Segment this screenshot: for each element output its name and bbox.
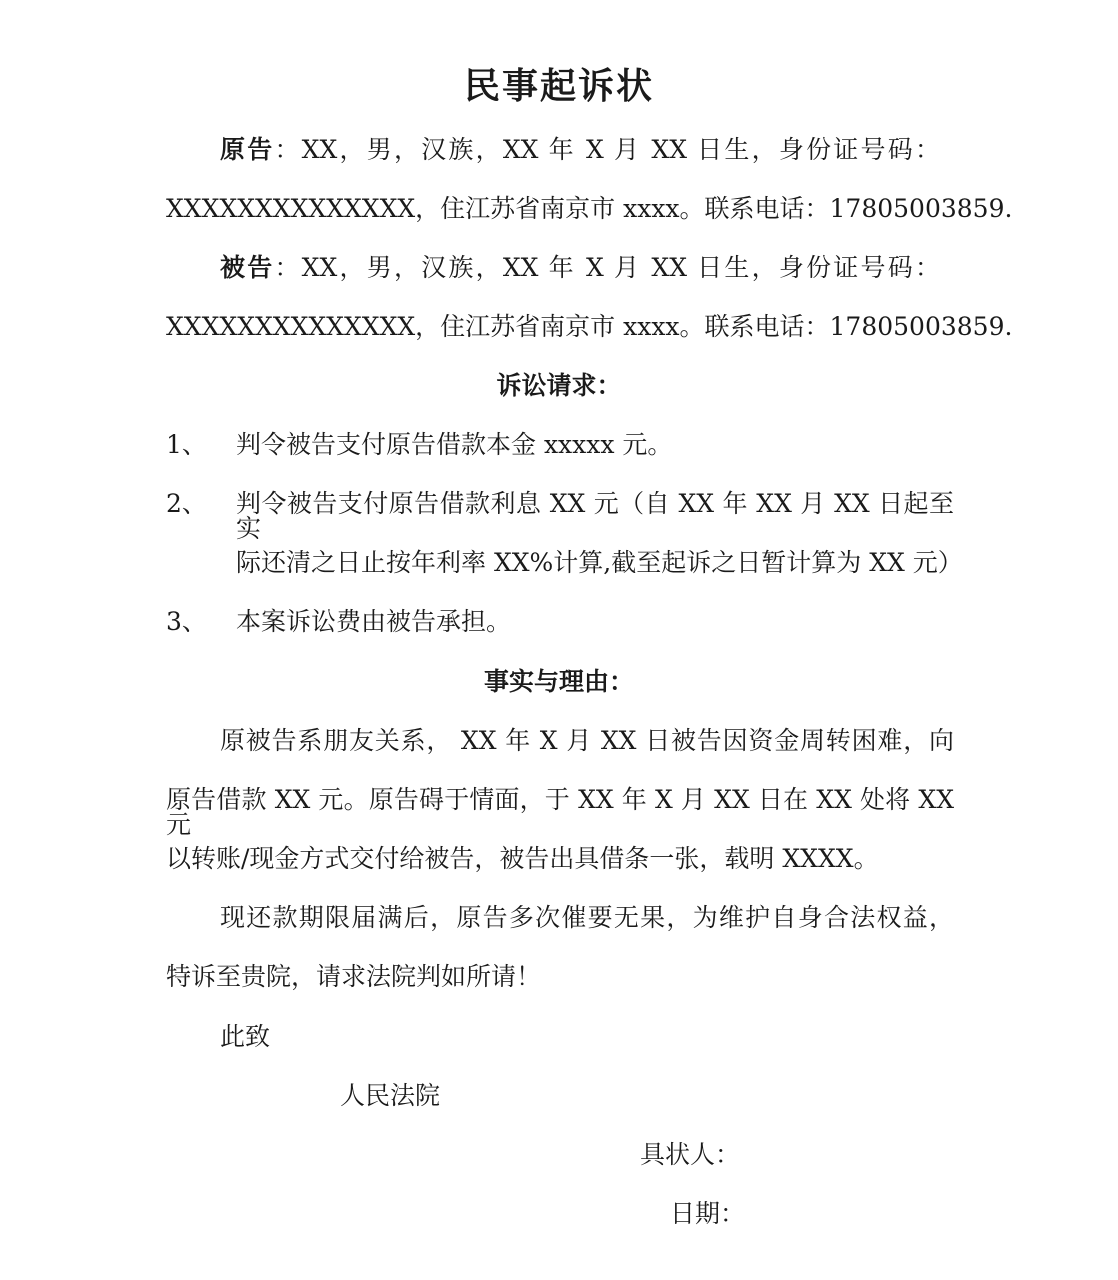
defendant-line-1 [220,255,940,280]
facts-para2-line-1: 现还款期限届满后，原告多次催要无果，为维护自身合法权益， [220,903,954,932]
claims-heading: 诉讼请求： [496,371,622,400]
plaintiff-info: ：XX，男，汉族，XX 年 X 月 XX 日生，身份证号码： [274,135,940,164]
claim-number-1: 1、 [166,430,207,459]
document-title: 民事起诉状 [463,65,654,107]
facts-heading: 事实与理由： [483,667,634,696]
date-label: 日期： [670,1199,746,1228]
facts-para1-line-1: 原被告系朋友关系， XX 年 X 月 XX 日被告因资金周转困难，向 [220,726,954,755]
claim-item-1: 判令被告支付原告借款本金 xxxxx 元。 [236,430,673,459]
salutation: 此致 [220,1022,271,1051]
defendant-info: ：XX，男，汉族，XX 年 X 月 XX 日生，身份证号码： [274,253,940,282]
court-name: 人民法院 [340,1081,441,1110]
plaintiff-line-1 [220,137,940,162]
facts-para1-line-3: 以转账/现金方式交付给被告，被告出具借条一张，载明 XXXX。 [166,844,879,873]
signer-label: 具状人： [640,1140,741,1169]
claim-item-2-line-1: 判令被告支付原告借款利息 XX 元（自 XX 年 XX 月 XX 日起至实 [236,489,954,543]
facts-para1-line-2: 原告借款 XX 元。原告碍于情面，于 XX 年 X 月 XX 日在 XX 处将 XX 元 [166,785,954,839]
claim-item-3: 本案诉讼费由被告承担。 [236,607,512,636]
claim-number-2: 2、 [166,489,207,518]
defendant-label: 被告 [220,253,275,282]
claim-item-2-line-2: 际还清之日止按年利率 XX%计算,截至起诉之日暂计算为 XX 元） [236,548,963,577]
plaintiff-line-2: XXXXXXXXXXXXXX，住江苏省南京市 xxxx。联系电话：17805003859. [166,194,1013,223]
facts-para2-line-2: 特诉至贵院，请求法院判如所请！ [166,962,542,991]
claim-number-3: 3、 [166,607,207,636]
defendant-line-2: XXXXXXXXXXXXXX，住江苏省南京市 xxxx。联系电话：17805003859. [166,312,1013,341]
plaintiff-label: 原告 [220,135,275,164]
